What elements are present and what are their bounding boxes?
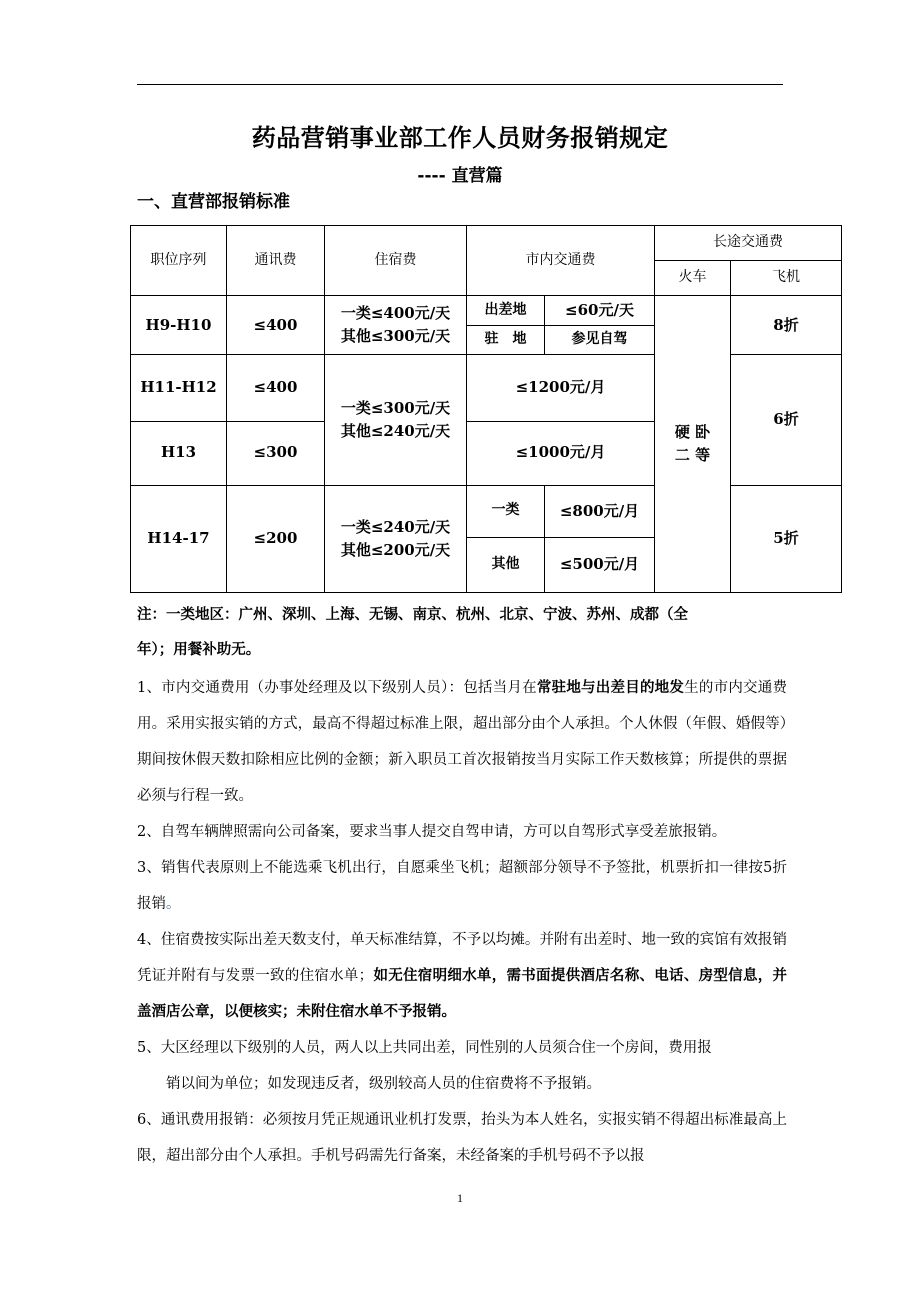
lodging-line: 其他≤200元/天 — [340, 540, 451, 559]
header-lodging: 住宿费 — [325, 226, 467, 296]
row-h9-position: H9-H10 — [131, 296, 227, 355]
header-plane: 飞机 — [731, 261, 842, 296]
header-rule — [137, 84, 783, 85]
row-h9-trip-label: 出差地 — [467, 296, 545, 326]
row-h9-plane: 8折 — [731, 296, 842, 355]
header-position: 职位序列 — [131, 226, 227, 296]
row-h11-telecom: ≤400 — [227, 355, 325, 421]
page-number: 1 — [457, 1191, 463, 1205]
paragraph-5-line-1: 5、大区经理以下级别的人员，两人以上共同出差，同性别的人员须合住一个房间，费用报 — [137, 1040, 712, 1056]
header-train: 火车 — [655, 261, 731, 296]
paragraph-1-bold: 常驻地与出差目的地发 — [536, 679, 685, 696]
row-h9-trip-value: ≤60元/天 — [545, 296, 655, 326]
document-subtitle: ---- 直营篇 — [417, 166, 503, 186]
paragraph-6: 6、通讯费用报销：必须按月凭正规通讯业机打发票，抬头为本人姓名，实报实销不得超出标准最高上限，超出部分由个人承担。手机号码需先行备案，未经备案的手机号码不予以报 — [137, 1112, 787, 1164]
row-h9-base-value: 参见自驾 — [545, 326, 655, 355]
note-line: 年）；用餐补助无。 — [137, 641, 261, 658]
row-h14-telecom: ≤200 — [227, 485, 325, 592]
paragraph-3-end: 。 — [166, 896, 181, 912]
row-h13-local: ≤1000元/月 — [467, 421, 655, 485]
row-h9-base-label: 驻 地 — [467, 326, 545, 355]
row-h14-position: H14-17 — [131, 485, 227, 592]
lodging-line: 其他≤240元/天 — [340, 422, 451, 441]
row-h14-class1-label: 一类 — [467, 485, 545, 537]
row-h14-other-value: ≤500元/月 — [545, 537, 655, 592]
paragraph-1: 1、市内交通费用（办事处经理及以下级别人员）：包括当月在常驻地与出差目的地发生的市内交通费用。采用实报实销的方式，最高不得超过标准上限，超出部分由个人承担。个人休假（年假、婚假等）期间按休假天数扣除相应比例的金额；新入职员工首次报销按当月实际工作天数核算；所提供的票据必须与行程一致。 — [137, 679, 788, 804]
row-h13-position: H13 — [131, 421, 227, 485]
paragraph-4-bold: 如无住宿明细水单，需书面提供酒店名称、电话、房型信息，并盖酒店公章，以便核实；未附住宿水单不予报销。 — [137, 967, 787, 1020]
document-title: 药品营销事业部工作人员财务报销规定 — [251, 124, 669, 152]
row-h14-lodging — [325, 485, 467, 592]
row-h11-position: H11-H12 — [131, 355, 227, 421]
row-h14-class1-value: ≤800元/月 — [545, 485, 655, 537]
train-line: 硬 卧 — [674, 422, 711, 441]
paragraph-2: 2、自驾车辆牌照需向公司备案，要求当事人提交自驾申请，方可以自驾形式享受差旅报销。 — [137, 824, 727, 840]
train-shared-cell — [655, 296, 731, 593]
row-h13-telecom: ≤300 — [227, 421, 325, 485]
header-telecom: 通讯费 — [227, 226, 325, 296]
lodging-line: 一类≤300元/天 — [340, 398, 451, 417]
lodging-line: 一类≤400元/天 — [340, 304, 451, 323]
row-h14-plane: 5折 — [731, 485, 842, 592]
section-heading: 一、直营部报销标准 — [137, 192, 290, 212]
paragraph-4: 4、住宿费按实际出差天数支付，单天标准结算，不予以均摊。并附有出差时、地一致的宾馆有效报销凭证并附有与发票一致的住宿水单；如无住宿明细水单，需书面提供酒店名称、电话、房型信息，并盖酒店公章，以便核实；未附住宿水单不予报销。 — [137, 932, 787, 1020]
paragraph-3: 3、销售代表原则上不能选乘飞机出行，自愿乘坐飞机；超额部分领导不予签批，机票折扣一律按5折报销。 — [137, 860, 787, 912]
lodging-line: 其他≤300元/天 — [340, 327, 451, 346]
row-h11-h13-plane: 6折 — [731, 355, 842, 485]
train-line: 二 等 — [674, 446, 711, 465]
lodging-line: 一类≤240元/天 — [340, 517, 451, 536]
paragraph-5-line-2: 销以间为单位；如发现违反者，级别较高人员的住宿费将不予报销。 — [166, 1076, 601, 1092]
row-h9-lodging — [325, 296, 467, 355]
row-h9-telecom: ≤400 — [227, 296, 325, 355]
note-line: 注：一类地区：广州、深圳、上海、无锡、南京、杭州、北京、宁波、苏州、成都（全 — [137, 606, 688, 623]
reimbursement-standards-table — [130, 225, 842, 593]
row-h14-other-label: 其他 — [467, 537, 545, 592]
header-local-transport: 市内交通费 — [467, 226, 655, 296]
row-h11-local: ≤1200元/月 — [467, 355, 655, 421]
row-h11-h13-lodging — [325, 355, 467, 485]
header-long-distance: 长途交通费 — [655, 226, 842, 261]
